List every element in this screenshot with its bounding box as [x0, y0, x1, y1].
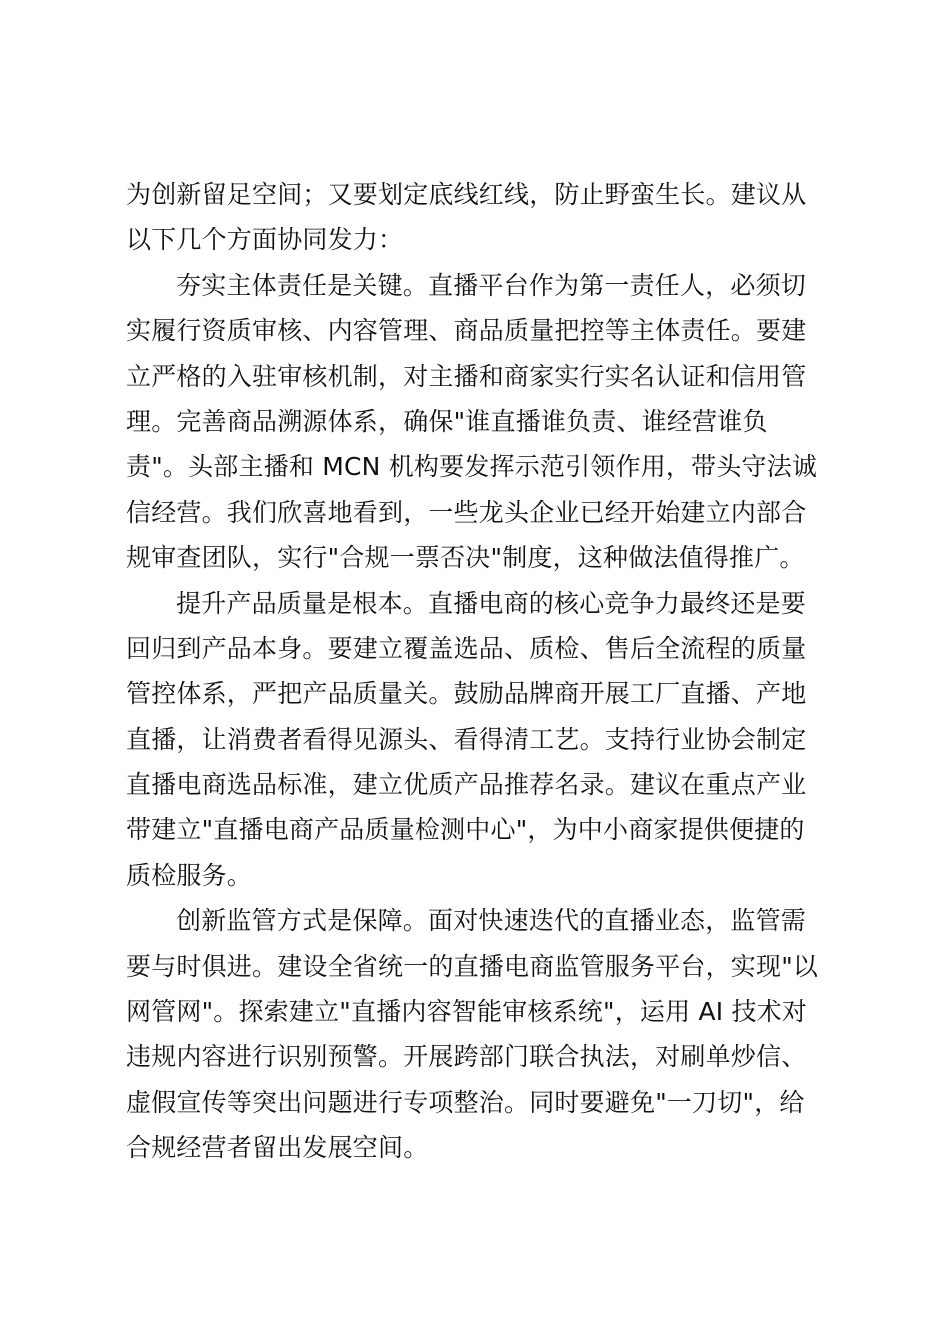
text-line: 带建立"直播电商产品质量检测中心"，为中小商家提供便捷的	[126, 815, 805, 845]
text-line: 实履行资质审核、内容管理、商品质量把控等主体责任。要建	[126, 316, 807, 346]
text-line: 质检服务。	[126, 860, 253, 890]
paragraph-first-line: 创新监管方式是保障。面对快速迭代的直播业态，监管需	[176, 906, 807, 936]
paragraph-first-line: 提升产品质量是根本。直播电商的核心竞争力最终还是要	[176, 588, 807, 618]
text-line: 管控体系，严把产品质量关。鼓励品牌商开展工厂直播、产地	[126, 679, 807, 709]
text-line: 理。完善商品溯源体系，确保"谁直播谁负责、谁经营谁负	[126, 406, 768, 436]
text-line: 合规经营者留出发展空间。	[126, 1133, 429, 1163]
text-line: 直播电商选品标准，建立优质产品推荐名录。建议在重点产业	[126, 770, 807, 800]
text-line: 直播，让消费者看得见源头、看得清工艺。支持行业协会制定	[126, 724, 807, 754]
text-line: 信经营。我们欣喜地看到，一些龙头企业已经开始建立内部合	[126, 497, 807, 527]
text-line: 回归到产品本身。要建立覆盖选品、质检、售后全流程的质量	[126, 633, 807, 663]
text-line: 要与时俱进。建设全省统一的直播电商监管服务平台，实现"以	[126, 951, 819, 981]
text-line: 违规内容进行识别预警。开展跨部门联合执法，对刷单炒信、	[126, 1042, 807, 1072]
paragraph-first-line: 夯实主体责任是关键。直播平台作为第一责任人，必须切	[176, 270, 807, 300]
text-line: 网管网"。探索建立"直播内容智能审核系统"，运用 AI 技术对	[126, 997, 808, 1027]
text-line: 为创新留足空间；又要划定底线红线，防止野蛮生长。建议从	[126, 180, 807, 209]
text-line: 立严格的入驻审核机制，对主播和商家实行实名认证和信用管	[126, 361, 807, 391]
body-text	[126, 172, 826, 1171]
text-line: 责"。头部主播和 MCN 机构要发挥示范引领作用，带头守法诚	[126, 452, 818, 482]
text-line: 虚假宣传等突出问题进行专项整治。同时要避免"一刀切"，给	[126, 1087, 805, 1117]
text-line: 规审查团队，实行"合规一票否决"制度，这种做法值得推广。	[126, 543, 805, 573]
text-line: 以下几个方面协同发力：	[126, 225, 404, 255]
